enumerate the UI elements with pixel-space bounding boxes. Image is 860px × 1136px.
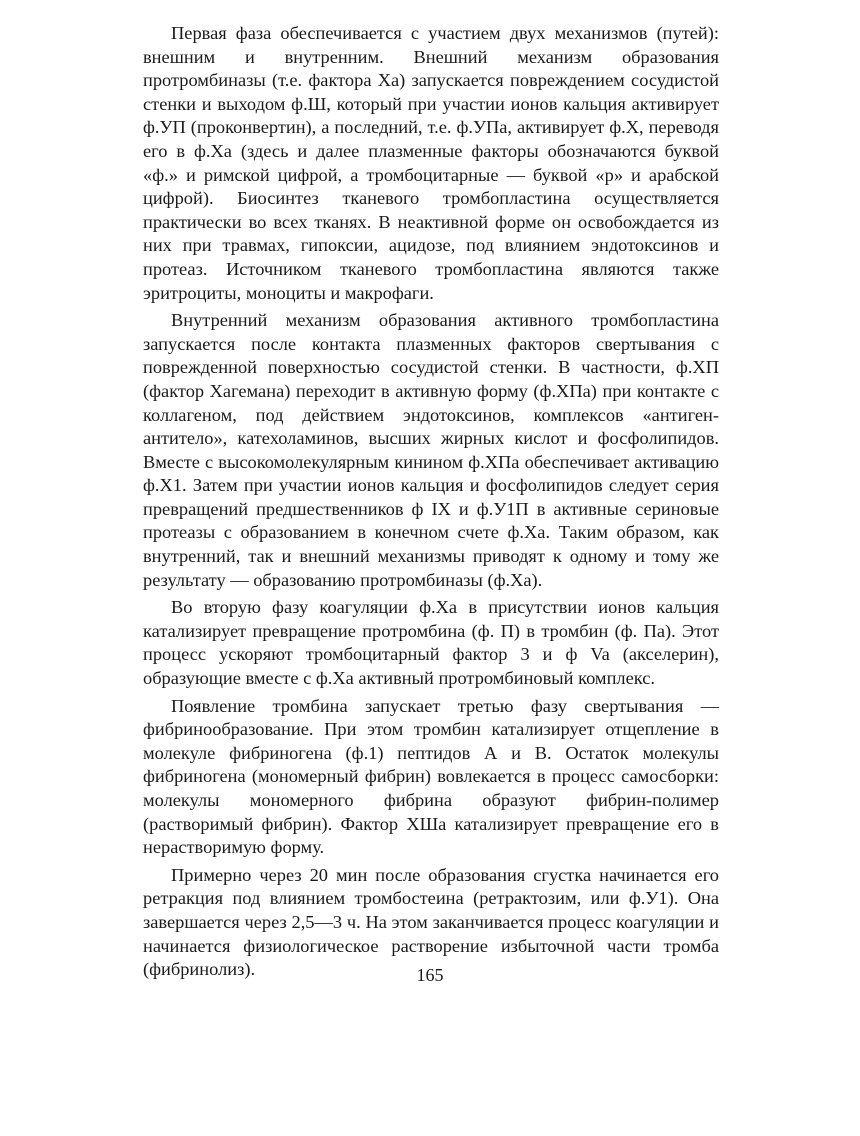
page-body — [143, 22, 719, 986]
paragraph-retraction: Примерно через 20 мин после образования сгустка начинается его ретракция под влиянием тромбостеина (ретрактозим, или ф.У1). Она завершается через 2,5—3 ч. На этом заканчивается процесс коагуляции и начинается физиологическое растворение избыточной части тромба (фибринолиз). — [143, 864, 719, 980]
paragraph-third-phase: Появление тромбина запускает третью фазу свертывания — фибринообразование. При этом тромбин катализирует отщепление в молекуле фибриногена (ф.1) пептидов А и В. Остаток молекулы фибриногена (мономерный фибрин) вовлекается в процесс самосборки: молекулы мономерного фибрина образуют фибрин-полимер (растворимый фибрин). Фактор ХШа катализирует превращение его в нерастворимую форму. — [143, 695, 719, 858]
paragraph-internal-mechanism: Внутренний механизм образования активного тромбопластина запускается после контакта плазменных факторов свертывания с поврежденной поверхностью сосудистой стенки. В частности, ф.ХП (фактор Хагемана) переходит в активную форму (ф.ХПа) при контакте с коллагеном, под действием эндотоксинов, комплексов «антиген-антитело», катехоламинов, высших жирных кислот и фосфолипидов. Вместе с высокомолекулярным кинином ф.ХПа обеспечивает активацию ф.Х1. Затем при участии ионов кальция и фосфолипидов следует серия превращений предшественников ф IX и ф.У1П в активные сериновые протеазы с образованием в конечном счете ф.Ха. Таким образом, как внутренний, так и внешний механизмы приводят к одному и тому же результату — образованию протромбиназы (ф.Ха). — [143, 310, 719, 590]
paragraph-first-phase: Первая фаза обеспечивается с участием двух механизмов (путей): внешним и внутренним. Внешний механизм образования протромбиназы (т.е. фактора Ха) запускается повреждением сосудистой стенки и выходом ф.Ш, который при участии ионов кальция активирует ф.УП (проконвертин), а последний, т.е. ф.УПа, активирует ф.Х, переводя его в ф.Ха (здесь и далее плазменные факторы обозначаются буквой «ф.» и римской цифрой, а тромбоцитарные — буквой «р» и арабской цифрой). Биосинтез тканевого тромбопластина осуществляется практически во всех тканях. В неактивной форме он освобождается из них при травмах, гипоксии, ацидозе, под влиянием эндотоксинов и протеаз. Источником тканевого тромбопластина являются также эритроциты, моноциты и макрофаги. — [143, 23, 719, 303]
paragraph-second-phase: Во вторую фазу коагуляции ф.Ха в присутствии ионов кальция катализирует превращение протромбина (ф. П) в тромбин (ф. Па). Этот процесс ускоряют тромбоцитарный фактор 3 и ф Va (акселерин), образующие вместе с ф.Ха активный протромбиновый комплекс. — [143, 597, 719, 689]
page-number: 165 — [416, 965, 444, 985]
